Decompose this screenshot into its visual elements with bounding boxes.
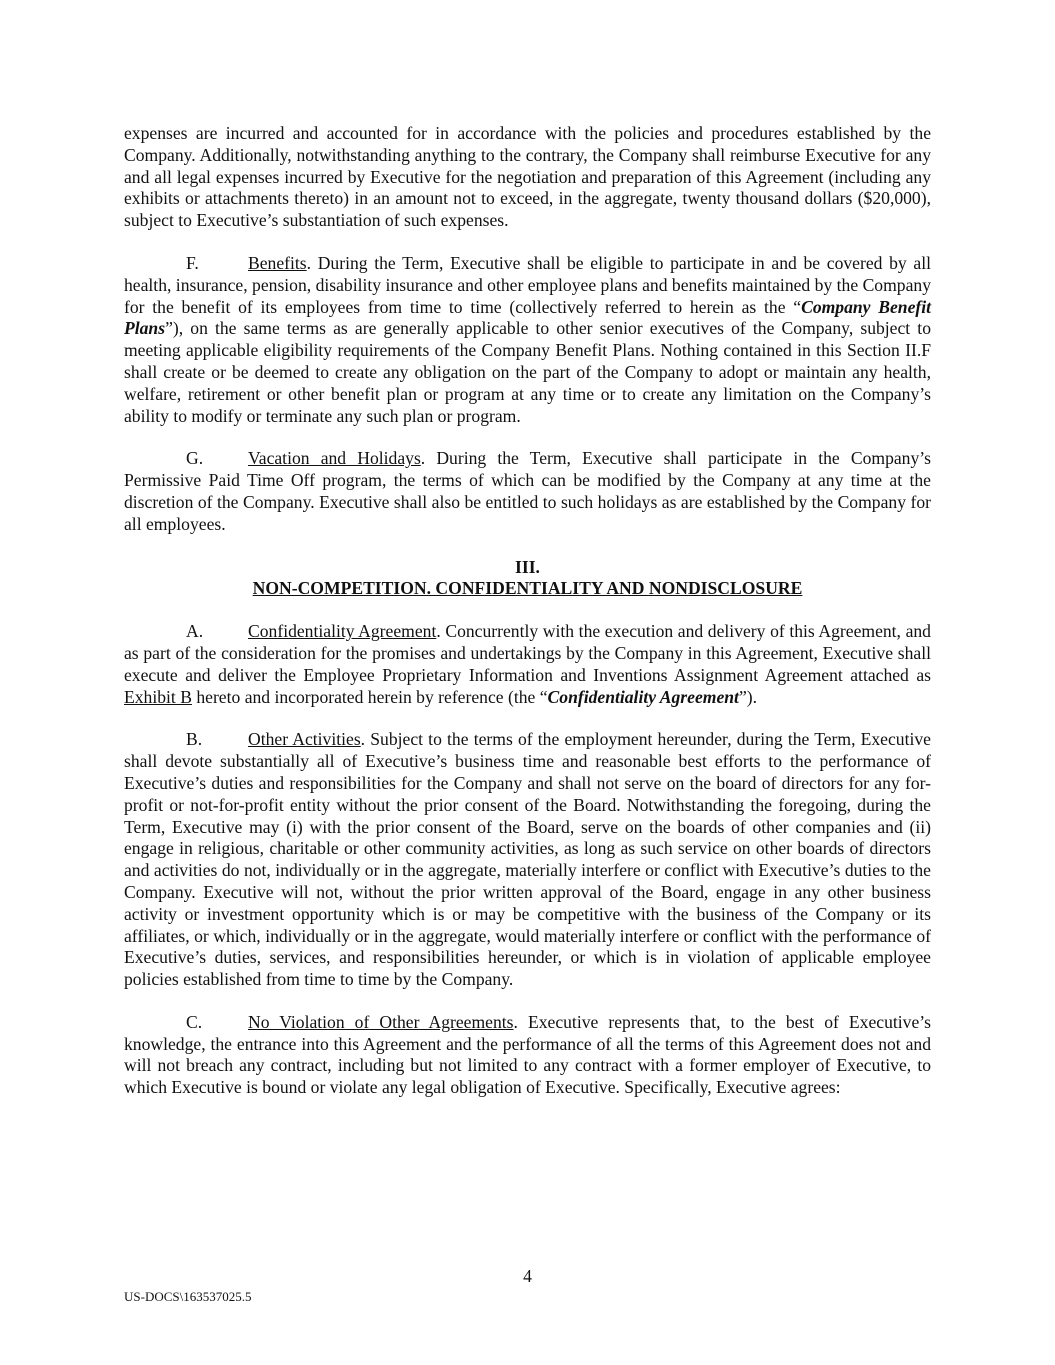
document-body bbox=[124, 123, 931, 1099]
paragraph-heading: No Violation of Other Agreements bbox=[248, 1011, 514, 1032]
paragraph-text: . Executive represents that, to the best of Executive’s knowledge, the entrance into this Agreement and the performance of all the terms of this Agreement does not and will not breach any contract, including but not limited to any contract with a former employer of Executive, to which Executive is bound or violate any legal obligation of Executive. Specifically, Executive agrees: bbox=[124, 1011, 931, 1098]
paragraph-b-other-activities bbox=[124, 729, 931, 991]
paragraph-heading: Vacation and Holidays bbox=[248, 448, 421, 469]
paragraph-g-vacation bbox=[124, 448, 931, 535]
paragraph-a-confidentiality bbox=[124, 621, 931, 708]
defined-term: Company Benefit Plans bbox=[124, 296, 932, 339]
paragraph-text: . During the Term, Executive shall participate in the Company’s Permissive Paid Time Off program, the terms of which can be modified by the Company at any time at the discretion of the Company. Executive shall also be entitled to such holidays as are established by the Company for all employees. bbox=[124, 448, 931, 534]
paragraph-text: . During the Term, Executive shall be eligible to participate in and be covered by all health, insurance, pension, disability insurance and other employee plans and benefits maintained by the Company for the benefit of its employees from time to time (collectively referred to herein as the “ bbox=[124, 252, 931, 317]
paragraph-c-no-violation bbox=[124, 1012, 931, 1099]
paragraph-text: . Concurrently with the execution and delivery of this Agreement, and as part of the consideration for the promises and undertakings by the Company in this Agreement, Executive shall execute and deliver the Employee Proprietary Information and Inventions Assignment Agreement attached as bbox=[124, 621, 931, 685]
page-number: 4 bbox=[523, 1266, 532, 1286]
paragraph-letter: F. bbox=[186, 252, 199, 273]
paragraph-text: hereto and incorporated herein by reference (the “ bbox=[191, 686, 548, 707]
paragraph-text: expenses are incurred and accounted for in accordance with the policies and procedures established by the Company. Additionally, notwithstanding anything to the contrary, the Company shall reimburse Executive for any and all legal expenses incurred by Executive for the negotiation and preparation of this Agreement (including any exhibits or attachments thereto) in an amount not to exceed, in the aggregate, twenty thousand dollars ($20,000), subject to Executive’s substantiation of such expenses. bbox=[124, 123, 931, 231]
section-title: NON-COMPETITION. CONFIDENTIALITY AND NONDISCLOSURE bbox=[252, 578, 803, 599]
section-heading bbox=[124, 557, 931, 601]
exhibit-reference: Exhibit B bbox=[124, 686, 192, 707]
section-number: III. bbox=[515, 556, 540, 577]
paragraph-letter: C. bbox=[186, 1011, 203, 1032]
paragraph-heading: Confidentiality Agreement bbox=[248, 621, 437, 642]
paragraph-letter: G. bbox=[186, 448, 204, 469]
paragraph-text: ”), on the same terms as are generally applicable to other senior executives of the Company, subject to meeting applicable eligibility requirements of the Company Benefit Plans. Nothing contained in this Section II.F shall create or be deemed to create any obligation on the part of the Company to adopt or maintain any health, welfare, retirement or other benefit plan or program at any time or to create any limitation on the Company’s ability to modify or terminate any such plan or program. bbox=[124, 318, 931, 426]
paragraph-e-continued bbox=[124, 123, 931, 232]
paragraph-letter: B. bbox=[186, 729, 203, 750]
defined-term: Confidentiality Agreement bbox=[547, 686, 739, 707]
paragraph-letter: A. bbox=[186, 621, 204, 642]
paragraph-text: ”). bbox=[738, 686, 758, 707]
paragraph-f-benefits bbox=[124, 253, 931, 427]
document-id: US-DOCS\163537025.5 bbox=[124, 1289, 252, 1304]
paragraph-heading: Benefits bbox=[248, 252, 307, 273]
paragraph-text: . Subject to the terms of the employment hereunder, during the Term, Executive shall devote substantially all of Executive’s business time and reasonable best efforts to the performance of Executive’s duties and responsibilities for the Company and shall not serve on the board of directors for any for-profit or not-for-profit entity without the prior consent of the Board. Notwithstanding the foregoing, during the Term, Executive may (i) with the prior consent of the Board, serve on the boards of other companies and (ii) engage in religious, charitable or other community activities, as long as such service on other boards of directors and activities do not, individually or in the aggregate, materially interfere or conflict with Executive’s duties to the Company. Executive will not, without the prior written approval of the Board, engage in any other business activity or investment opportunity which is or may be competitive with the business of the Company or its affiliates, or which, individually or in the aggregate, would materially interfere or conflict with the performance of Executive’s duties, services, and responsibilities hereunder, or which is in violation of applicable employee policies established from time to time by the Company. bbox=[124, 729, 931, 990]
paragraph-heading: Other Activities bbox=[248, 729, 361, 750]
